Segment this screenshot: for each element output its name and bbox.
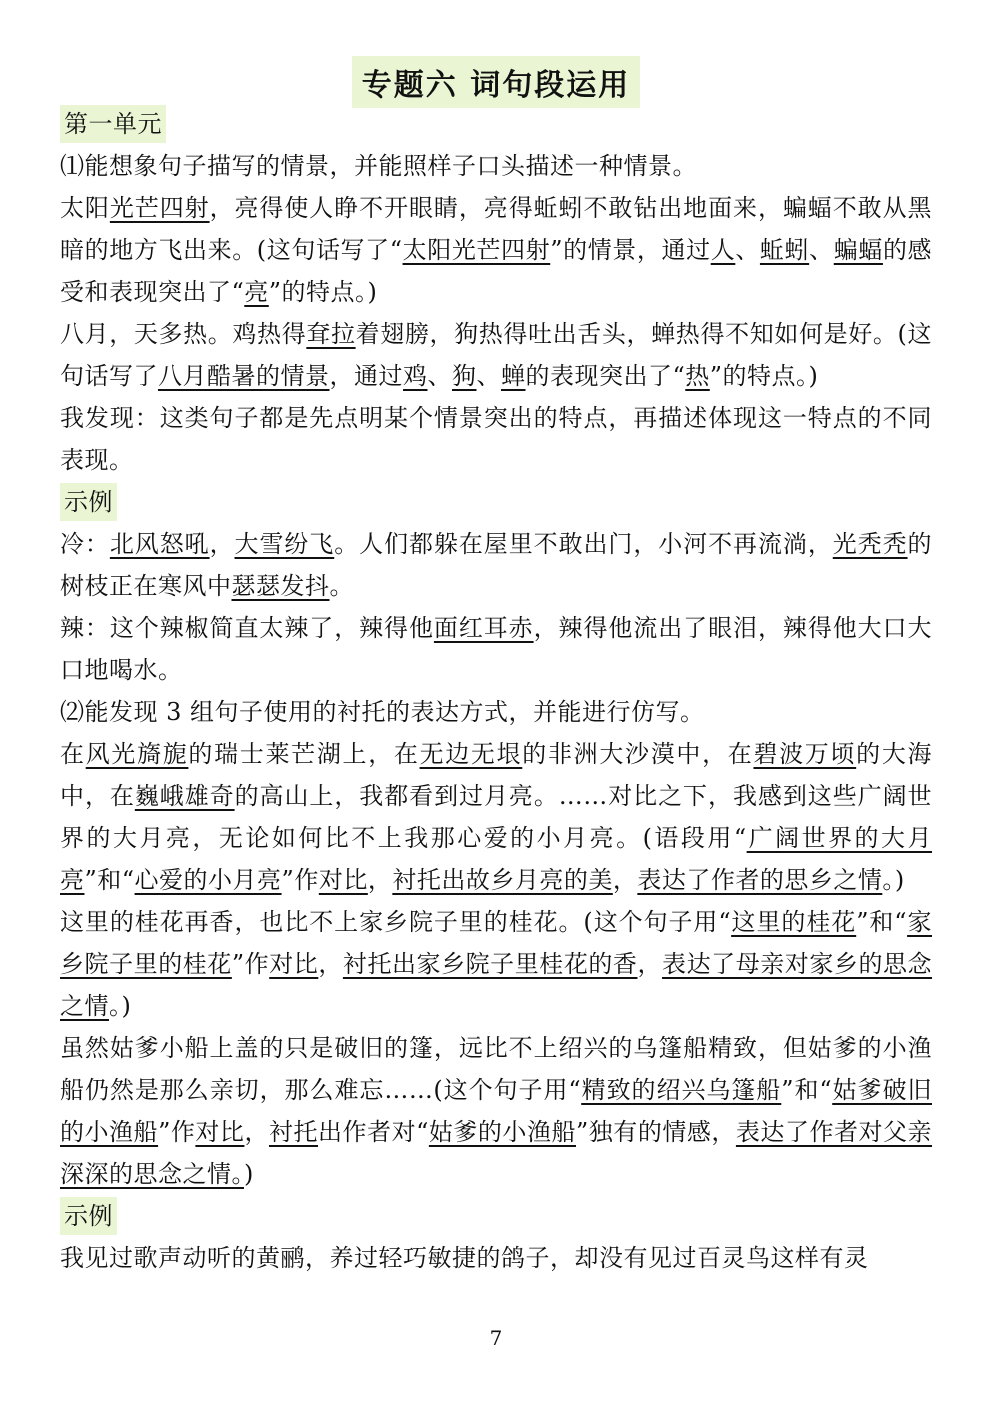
- sec2-paragraph-2: [60, 901, 932, 1027]
- key-phrase: 光秃秃: [832, 530, 908, 558]
- text: 。人们都躲在屋里不敢出门，小河不再流淌，: [334, 530, 833, 558]
- sec1-paragraph-2: [60, 313, 932, 397]
- text: 的表现突出了“: [525, 362, 686, 390]
- content: [60, 103, 932, 1279]
- key-phrase: 姑爹的小渔船: [428, 1118, 576, 1146]
- text: ”和“: [856, 908, 908, 936]
- text: 。: [329, 572, 354, 600]
- text: 的大海中，在: [60, 740, 933, 810]
- key-phrase: 心爱的小月亮: [134, 866, 282, 894]
- text: 出作者对“: [318, 1118, 429, 1146]
- key-phrase: 瑟瑟发抖: [231, 572, 330, 600]
- text: 、: [735, 236, 760, 264]
- text: ，: [612, 866, 638, 894]
- examples-label: 示例: [60, 483, 117, 521]
- key-phrase: 光芒四射: [109, 194, 210, 222]
- text: ”独有的情感，: [576, 1118, 736, 1146]
- key-phrase: 衬托出家乡院子里桂花的香: [342, 950, 638, 978]
- key-phrase: 广阔世界的大月亮: [60, 824, 933, 894]
- key-phrase: 亮: [244, 278, 269, 306]
- text: 的感受和表现突出了“: [60, 236, 933, 306]
- key-phrase: 太阳光芒四射: [402, 236, 551, 264]
- text: ): [244, 1160, 254, 1188]
- text: ，通过: [329, 362, 403, 390]
- key-phrase: 巍峨雄奇: [134, 782, 235, 810]
- text: 的非洲大沙漠中，在: [522, 740, 754, 768]
- title-wrap: [0, 56, 992, 108]
- key-phrase: 对比: [195, 1118, 245, 1146]
- text: 的树枝正在寒风中: [60, 530, 933, 600]
- text: 的高山上，我都看到过月亮。……对比之下，我感到这些广阔世界的大月亮，无论如何比不上我那心爱的小月亮。(语段用“: [60, 782, 933, 852]
- text: ”的情景，通过: [550, 236, 711, 264]
- text: ，: [244, 1118, 269, 1146]
- examples-label: 示例: [60, 1197, 117, 1235]
- text: 虽然姑爹小船上盖的只是破旧的篷，远比不上绍兴的乌篷船精致，但姑爹的小渔船仍然是那么亲切，那么难忘……(这个句子用“: [60, 1034, 932, 1104]
- text: ”作: [158, 1118, 196, 1146]
- key-phrase: 蚯蚓: [759, 236, 810, 264]
- key-phrase: 碧波万顷: [753, 740, 857, 768]
- sec2-paragraph-3: [60, 1027, 932, 1195]
- sec1-example-2: [60, 607, 932, 691]
- text: 、: [809, 236, 834, 264]
- unit-heading: 第一单元: [60, 105, 166, 143]
- key-phrase: 八月酷暑的情景: [158, 362, 330, 390]
- key-phrase: 狗: [452, 362, 477, 390]
- text: 。): [882, 866, 905, 894]
- key-phrase: 表达了作者的思乡之情: [637, 866, 883, 894]
- text: ”的特点。): [268, 278, 378, 306]
- sec1-example-1: [60, 523, 932, 607]
- text: 、: [427, 362, 452, 390]
- key-phrase: 风光旖旎: [85, 740, 189, 768]
- key-phrase: 人: [710, 236, 736, 264]
- key-phrase: 蝉: [501, 362, 526, 390]
- text: 辣：这个辣椒简直太辣了，辣得他: [60, 614, 434, 642]
- text: 这里的桂花再香，也比不上家乡院子里的桂花。(这个句子用“: [60, 908, 732, 936]
- key-phrase: 表达了母亲对家乡的思念之情: [60, 950, 933, 1020]
- text: ”和“: [84, 866, 135, 894]
- text: ”作: [231, 950, 270, 978]
- key-phrase: 大雪纷飞: [234, 530, 335, 558]
- sec1-finding: 我发现：这类句子都是先点明某个情景突出的特点，再描述体现这一特点的不同表现。: [60, 404, 932, 474]
- section1-heading: ⑴能想象句子描写的情景，并能照样子口头描述一种情景。: [60, 152, 697, 180]
- text: ”作: [281, 866, 319, 894]
- key-phrase: 这里的桂花: [731, 908, 857, 936]
- text: ”和“: [781, 1076, 833, 1104]
- text: 。): [109, 992, 132, 1020]
- text: 太阳: [60, 194, 110, 222]
- text: ，: [637, 950, 663, 978]
- key-phrase: 对比: [269, 950, 319, 978]
- sec1-paragraph-1: [60, 187, 932, 313]
- key-phrase: 蝙蝠: [833, 236, 883, 264]
- text: 的瑞士莱芒湖上，在: [188, 740, 420, 768]
- key-phrase: 无边无垠: [419, 740, 523, 768]
- text: 、: [476, 362, 501, 390]
- section2-heading: ⑵能发现 3 组句子使用的衬托的表达方式，并能进行仿写。: [60, 698, 705, 726]
- text: 在: [60, 740, 86, 768]
- text: ，: [318, 950, 343, 978]
- sec2-paragraph-1: [60, 733, 932, 901]
- text: ，亮得使人睁不开眼睛，亮得蚯蚓不敢钻出地面来，蝙蝠不敢从黑暗的地方飞出来。(这句话写了“: [60, 194, 933, 264]
- key-phrase: 对比: [318, 866, 368, 894]
- key-phrase: 姑爹破旧的小渔船: [60, 1076, 933, 1146]
- text: 八月，天多热。鸡热得: [60, 320, 307, 348]
- key-phrase: 鸡: [403, 362, 428, 390]
- key-phrase: 衬托: [268, 1118, 319, 1146]
- key-phrase: 北风怒吼: [109, 530, 210, 558]
- text: 冷：: [60, 530, 110, 558]
- text: ，辣得他流出了眼泪，辣得他大口大口地喝水。: [60, 614, 933, 684]
- text: ”的特点。): [709, 362, 819, 390]
- key-phrase: 耷拉: [306, 320, 356, 348]
- key-phrase: 家乡院子里的桂花: [60, 908, 933, 978]
- sec2-example-1: 我见过歌声动听的黄鹂，养过轻巧敏捷的鸽子，却没有见过百灵鸟这样有灵: [60, 1244, 869, 1272]
- page-number: 7: [489, 1326, 503, 1350]
- text: 着翅膀，狗热得吐出舌头，蝉热得不知如何是好。(这句话写了: [60, 320, 932, 390]
- key-phrase: 热: [685, 362, 710, 390]
- key-phrase: 表达了作者对父亲深深的思念之情。: [60, 1118, 933, 1188]
- key-phrase: 面红耳赤: [433, 614, 534, 642]
- key-phrase: 衬托出故乡月亮的美: [392, 866, 613, 894]
- key-phrase: 精致的绍兴乌篷船: [581, 1076, 782, 1104]
- text: ，: [209, 530, 235, 558]
- page-title: 专题六 词句段运用: [352, 56, 640, 108]
- text: ，: [367, 866, 393, 894]
